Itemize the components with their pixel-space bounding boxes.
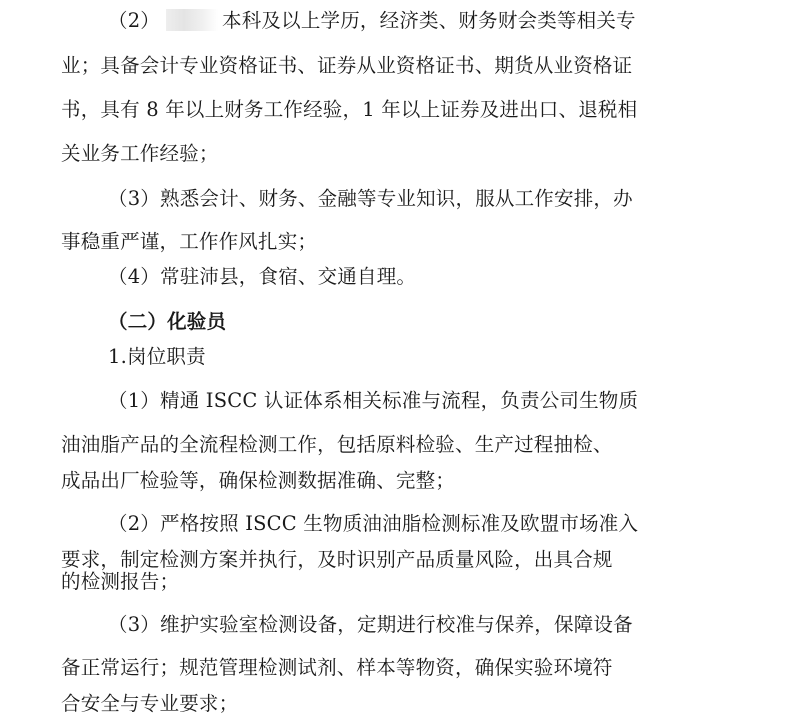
paragraph-line: [108, 8, 636, 34]
paragraph-line: 关业务工作经验；: [61, 142, 219, 165]
paragraph-line: 业；具备会计专业资格证书、证券从业资格证书、期货从业资格证: [61, 54, 633, 77]
paragraph-line: （3）维护实验室检测设备，定期进行校准与保养，保障设备: [108, 613, 633, 636]
paragraph-line: （4）常驻沛县，食宿、交通自理。: [108, 265, 417, 288]
paragraph-line: 书，具有 8 年以上财务工作经验，1 年以上证券及进出口、退税相: [61, 98, 638, 121]
section-heading: （二）化验员: [108, 310, 227, 333]
paragraph-line: 事稳重严谨，工作作风扎实；: [61, 230, 318, 253]
line-text: 本科及以上学历，经济类、财务财会类等相关专: [222, 9, 636, 32]
paragraph-line: 要求，制定检测方案并执行，及时识别产品质量风险，出具合规: [61, 548, 613, 571]
paragraph-line: （2）严格按照 ISCC 生物质油油脂检测标准及欧盟市场准入: [108, 512, 639, 535]
paragraph-line: （1）精通 ISCC 认证体系相关标准与流程，负责公司生物质: [108, 389, 639, 412]
paragraph-line: 的检测报告；: [61, 570, 180, 593]
paragraph-line: 油油脂产品的全流程检测工作，包括原料检验、生产过程抽检、: [61, 433, 613, 456]
redacted-block: [166, 9, 218, 31]
paragraph-line: 成品出厂检验等，确保检测数据准确、完整；: [61, 469, 456, 492]
subsection-heading: 1.岗位职责: [108, 345, 206, 368]
paragraph-line: 合安全与专业要求；: [61, 692, 239, 715]
item-number: （2）: [108, 9, 161, 32]
paragraph-line: （3）熟悉会计、财务、金融等专业知识，服从工作安排，办: [108, 187, 633, 210]
paragraph-line: 备正常运行；规范管理检测试剂、样本等物资，确保实验环境符: [61, 656, 613, 679]
